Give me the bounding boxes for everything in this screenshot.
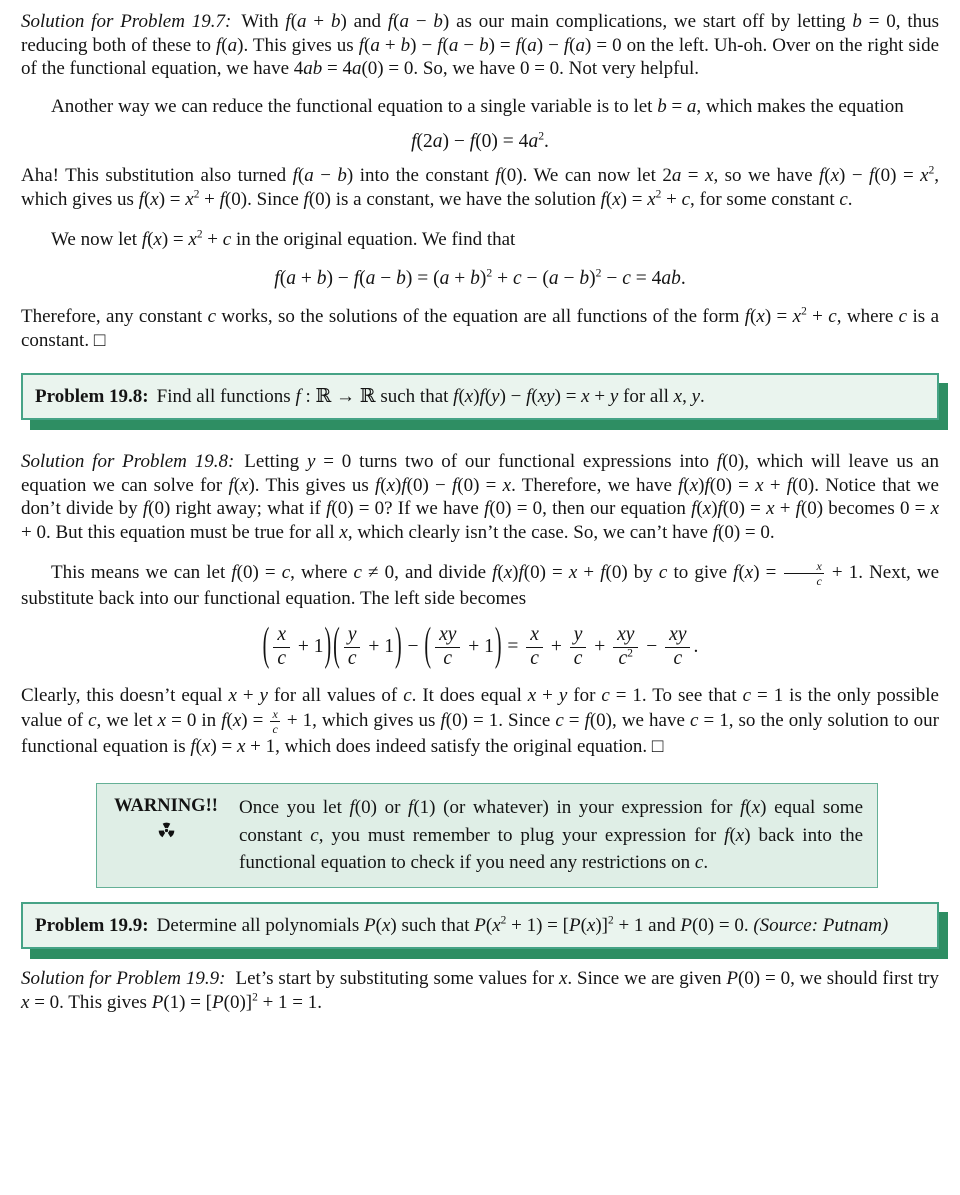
warning-label: WARNING!! [114, 796, 218, 817]
paragraph-this-means: This means we can let f(0) = c, where c ≠ 0, and divide f(x)f(0) = x + f(0) by c to give f(x) = $\frac{x}{c}$ + 1. Next, we substitute back into our functional equation. The left side becomes [21, 559, 940, 610]
problem-19-8-box [21, 373, 939, 421]
problem-19-9-statement: Determine all polynomials P(x) such that $P(x^2 + 1) = [P(x)]^2 + 1$ and P(0) = 0. (Source: Putnam) [156, 914, 889, 936]
paragraph-therefore: Therefore, any constant c works, so the solutions of the equation are all functions of the form $f(x) = x^2 + c$, where c is a constant. □ [21, 306, 939, 351]
problem-19-9-label: Problem 19.9: [35, 914, 149, 936]
warning-text: Once you let f(0) or f(1) (or whatever) in your expression for f(x) equal some constant c, you must remember to plug your expression for f(x) back into the functional equation to check if you need any restrictions on c. [239, 797, 863, 874]
solution-19-9-lead: Solution for Problem 19.9: [21, 968, 226, 990]
paragraph-clearly: Clearly, this doesn’t equal x + y for all values of c. It does equal x + y for c = 1. To see that c = 1 is the only possible value of c, we let x = 0 in f(x) = $\frac{x}{c}$ + 1, which gives us f(0) = 1. Since c = f(0), we have c = 1, so the only solution to our functional equation is f(x) = x + 1, which does indeed satisfy the original equation. □ [21, 684, 939, 757]
solution-19-7-text: With f(a + b) and f(a − b) as our main complications, we start off by letting b = 0, thus reducing both of these to f(a). This gives us f(a + b) − f(a − b) = f(a) − f(a) = 0 on the left. Uh-oh. Over on the right side of the functional equation, we have 4ab = 4a(0) = 0. So, we have 0 = 0. Not very helpful. [21, 11, 940, 80]
radiation-icon [157, 821, 176, 840]
display-equation-fab: $f(a + b) - f(a - b) = (a + b)^2 + c - (a - b)^2 - c = 4ab$. [274, 266, 686, 289]
paragraph-another-way: Another way we can reduce the functional equation to a single variable is to let b = a, which makes the equation [51, 95, 904, 117]
solution-19-8-paragraph [21, 450, 939, 544]
paragraph-aha: Aha! This substitution also turned f(a − b) into the constant f(0). We can now let 2a = x, so we have $f(x) - f(0) = x^2$, which gives us $f(x) = x^2 + f(0)$. Since f(0) is a constant, we have the solution $f(x) = x^2 + c$, for some constant c. [21, 164, 940, 210]
solution-19-8-text: Letting y = 0 turns two of our functional expressions into f(0), which will leave us an equation we can solve for f(x). This gives us f(x)f(0) − f(0) = x. Therefore, we have f(x)f(0) = x + f(0). Notice that we don’t divide by f(0) right away; what if f(0) = 0? If we have f(0) = 0, then our equation f(x)f(0) = x + f(0) becomes 0 = x + 0. But this equation must be true for all x, which clearly isn’t the case. So, we can’t have f(0) = 0. [21, 451, 940, 543]
problem-19-8-statement: Find all functions f : ℝ → ℝ such that f(x)f(y) − f(xy) = x + y for all x, y. [156, 385, 705, 407]
problem-19-8-label: Problem 19.8: [35, 385, 149, 407]
solution-19-9-text: Let’s start by substituting some values for x. Since we are given P(0) = 0, we should first try x = 0. This gives $P(1) = [P(0)]^2 + 1 = 1$. [21, 968, 939, 1013]
problem-19-9-box [21, 902, 939, 950]
paragraph-we-now-let: We now let $f(x) = x^2 + c$ in the original equation. We find that [51, 228, 516, 251]
display-equation-f2a: $f(2a) - f(0) = 4a^2$. [411, 129, 549, 153]
solution-19-9-paragraph [21, 967, 939, 1014]
solution-19-7-lead: Solution for Problem 19.7: [21, 11, 232, 32]
warning-box [96, 783, 878, 888]
display-equation-fractions: ( $\frac{x}{c}$ + 1) ( $\frac{y}{c}$ + 1) − ( $\frac{xy}{c}$ + 1) = $\frac{x}{c}$ + $\frac{y}{c}$ + $\frac{xy}{c^2}$ − $\frac{xy}{c}$ . [262, 618, 699, 671]
textbook-page [21, 10, 939, 1014]
warning-label-column [107, 794, 225, 877]
solution-19-8-lead: Solution for Problem 19.8: [21, 451, 235, 473]
solution-19-7-paragraph [21, 10, 939, 81]
